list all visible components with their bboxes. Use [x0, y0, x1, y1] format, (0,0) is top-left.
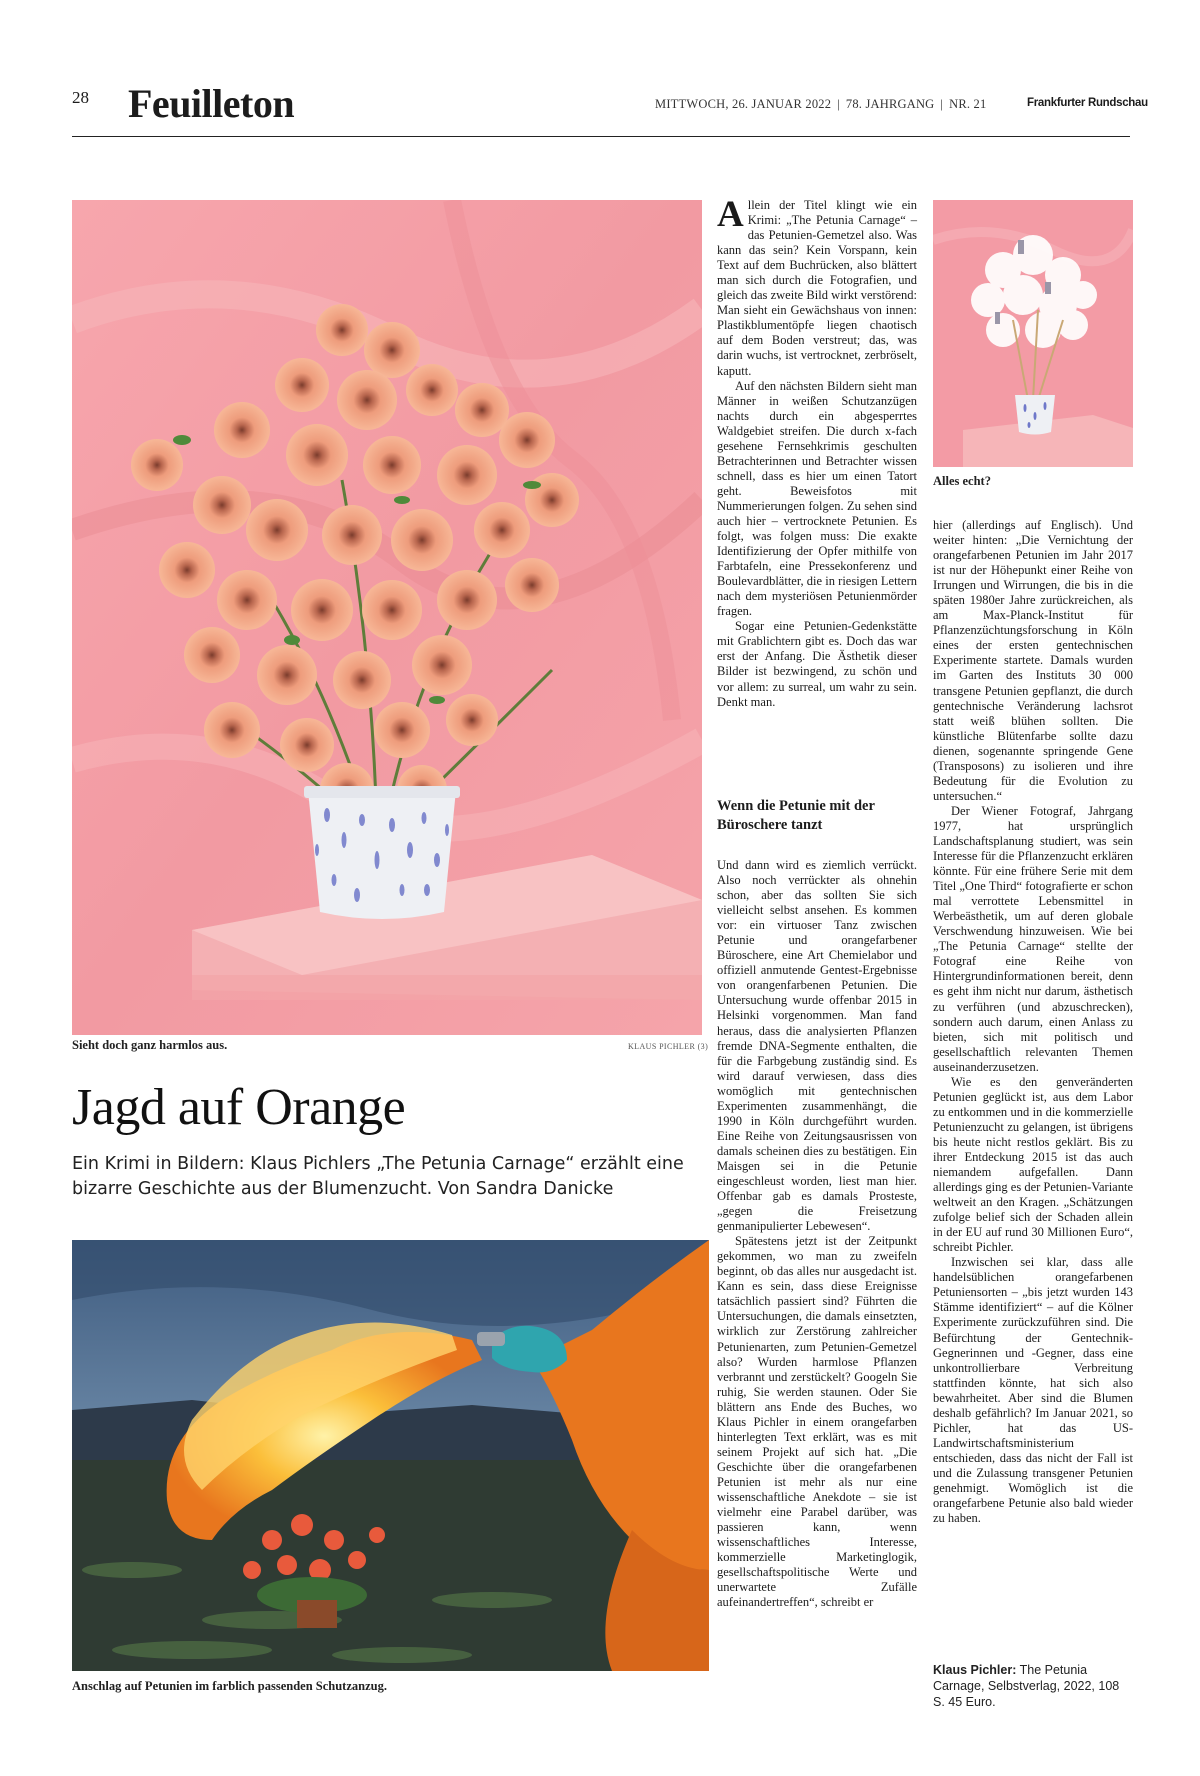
- section-title: Feuilleton: [128, 81, 295, 126]
- side-photo-white-flowers: [933, 200, 1133, 467]
- main-photo-caption: Sieht doch ganz harmlos aus.: [72, 1038, 228, 1052]
- article-column-1-lower: [717, 858, 917, 1610]
- article-column-1: [717, 194, 917, 710]
- photo-credit: KLAUS PICHLER (3): [628, 1042, 709, 1051]
- book-info-label: Klaus Pichler:: [933, 1663, 1017, 1677]
- book-info-text: The Petunia Carnage, Selbstverlag, 2022, 108 S. 45 Euro.: [933, 1663, 1120, 1709]
- dateline-volume: 78. JAHRGANG: [845, 97, 935, 111]
- header-rule: [72, 136, 1130, 137]
- masthead: Frankfurter Rundschau: [1027, 97, 1148, 109]
- dateline: MITTWOCH, 26. JANUAR 2022 | 78. JAHRGANG | NR. 21: [655, 97, 987, 111]
- book-info: [933, 1662, 1133, 1710]
- article-paragraph: Inzwischen sei klar, dass alle handelsüblichen orangefarbenen Petuniensorten – „bis jetzt wurden 143 Stämme identifiziert“ – auf die Kölner Experimente zurückzuführen sind. Die Befürchtung der Gentechnik-Gegnerinnen und -Gegner, dass eine unkontrollierbare Verbreitung stattfinden könnte, hat sich also bewahrheitet. Aber sind die Blumen deshalb gefährlich? Im Januar 2021, so Pichler, hat das US-Landwirtschaftsministerium entschieden, dass das nicht der Fall ist und die Zulassung transgener Petunien genehmigt. Womöglich ist die orangefarbene Petunie also bald wieder zu haben.: [933, 1255, 1133, 1526]
- article-standfirst: Ein Krimi in Bildern: Klaus Pichlers „The Petunia Carnage“ erzählt eine bizarre Geschichte aus der Blumenzucht. Von Sandra Danicke: [72, 1154, 684, 1199]
- dateline-issue: NR. 21: [949, 97, 987, 111]
- petunia-pot-illustration: [72, 200, 702, 1035]
- article-paragraph: Und dann wird es ziemlich verrückt. Also noch verrückter als ohnehin schon, aber das sollten Sie sich vielleicht selbst ansehen. Es kommen vor: ein virtuoser Tanz zwischen Petunie und orangefarbener Büroschere, eine Art Chemielabor und offiziell anmutende Gentest-Ergebnisse von orangenfarbenen Petunien. Die Untersuchung wurde offenbar 2015 in Helsinki vorgenommen. Man fand heraus, dass die analysierten Pflanzen fremde DNA-Segmente enthalten, die für die Farbgebung zuständig sind. Es wird darauf verwiesen, dass dies womöglich mit gentechnischen Experimenten zusammenhängt, die 1990 in Köln durchgeführt wurden. Eine Reihe von Zeitungsausrissen von damals scheinen dies zu bestätigen. Ein Maisgen sei in die Petunie eingeschleust worden, liest man hier. Offenbar gab es damals Prosteste, „gegen die Freisetzung genmanipulierter Lebewesen“.: [717, 858, 917, 1234]
- side-photo-caption: Alles echt?: [933, 474, 991, 488]
- dateline-date: MITTWOCH, 26. JANUAR 2022: [655, 97, 832, 111]
- article-paragraph: Spätestens jetzt ist der Zeitpunkt gekommen, wo man zu zweifeln beginnt, ob das alles nur ausgedacht ist. Kann es sein, dass diese Ereignisse tatsächlich passiert sind? Führten die Untersuchungen, die damals einsetzten, wirklich zur Zerstörung zahlreicher Petunienarten, zum Petunien-Gemetzel also? Wurden harmlose Pflanzen verbrannt und zerstückelt? Googeln Sie ruhig, Sie werden staunen. Oder Sie blättern ans Ende des Buches, wo Klaus Pichler in einem orangefarben hinterlegten Text erklärt, was es mit seinem Projekt auf sich hat. „Die Geschichte über die orangefarbenen Petunien ist mehr als nur eine wissenschaftliche Anekdote – sie ist vielmehr eine Parabel darüber, was passieren kann, wenn wissenschaftliches Interesse, kommerzielle Marketinglogik, gesellschaftspolitische Werte und unerwartete Zufälle aufeinandertreffen“, schreibt er: [717, 1234, 917, 1610]
- article-paragraph: Wie es den genveränderten Petunien geglückt ist, aus dem Labor zu entkommen und in die kommerzielle Petunienzucht zu gelangen, ist übrigens bis heute nicht restlos geklärt. Bis zu ihrer Entdeckung 2015 ist das auch niemandem aufgefallen. Dann allerdings ging es der Petunien-Variante weltweit an den Kragen. „Schätzungen zufolge belief sich der Schaden allein in der EU auf rund 30 Millionen Euro“, schreibt Pichler.: [933, 1074, 1133, 1255]
- article-paragraph: Sogar eine Petunien-Gedenkstätte mit Grablichtern gibt es. Doch das war erst der Anfang. Die Ästhetik dieser Bilder ist bezwingend, zu schön und vor allem: zu surreal, um wahr zu sein. Denkt man.: [717, 619, 917, 709]
- article-paragraph: hier (allerdings auf Englisch). Und weiter hinten: „Die Vernichtung der orangefarbenen Petunien im Jahr 2017 ist nur der Höhepunkt einer Reihe von Irrungen und Wirrungen, die bis in die späten 1980er Jahre zurückreichen, als am Max-Planck-Institut für Pflanzenzüchtungsforschung in Köln eines der ersten gentechnischen Experimente startete. Damals wurden im Garten des Instituts 30 000 transgene Petunien gepflanzt, die durch gentechnische Veränderung lachsrot statt weiß blühen sollten. Die künstliche Blütenfarbe sollte dazu dienen, sogenannte springende Gene (Transposons) zu isolieren und ihre Bedeutung für die Evolution zu untersuchen.“: [933, 518, 1133, 803]
- fire-photo-flamethrower: [72, 1240, 709, 1671]
- page-number: 28: [72, 88, 89, 107]
- fire-photo-caption: Anschlag auf Petunien im farblich passenden Schutzanzug.: [72, 1679, 387, 1693]
- main-photo-petunia-pot: [72, 200, 702, 1035]
- drop-cap: A: [717, 194, 744, 235]
- article-column-2: [933, 518, 1133, 1526]
- article-subhead: Wenn die Petunie mit der Büroschere tanzt: [717, 798, 875, 833]
- article-paragraph: Auf den nächsten Bildern sieht man Männer in weißen Schutzanzügen nachts durch ein abgesperrtes Waldgebiet streifen. Die durch x-fach gesehene Fernsehkrimis geschulten Betrachterinnen und Betrachter wissen schnell, dass es hier um einen Tatort geht. Beweisfotos mit Nummerierungen folgen. Zu sehen sind auch hier – vertrocknete Petunien. Es folgt, was folgen muss: Die exakte Identifizierung der Opfer mithilfe von Farbtafeln, eine Pressekonferenz und Boulevardblätter, die in riesigen Lettern nach dem mysteriösen Petunienmörder fragen.: [717, 378, 917, 619]
- article-paragraph: Der Wiener Fotograf, Jahrgang 1977, hat ursprünglich Landschaftsplanung studiert, was sein Interesse für die Pflanzenzucht erklären könnte. Für eine frühere Serie mit dem Titel „One Third“ fotografierte er schon mal verrottete Lebensmittel in Werbeästhetik, um auf deren globale Verschwendung hinzuweisen. Wie bei „The Petunia Carnage“ stellte der Fotograf eine Reihe von Hintergrundinformationen bereit, denn es geht ihm nicht nur darum, ästhetisch zu verführen (und abzuschrecken), sondern auch darum, einen Anlass zu bieten, sich mit politisch und gesellschaftlich relevanten Themen auseinanderzusetzen.: [933, 803, 1133, 1074]
- article-headline: Jagd auf Orange: [72, 1079, 406, 1136]
- article-paragraph: Allein der Titel klingt wie ein Krimi: „The Petunia Carnage“ – das Petunien-Gemetzel also. Was kann das sein? Kein Vorspann, kein Text auf dem Buchrücken, also blättert man sich durch die Fotografien, und gleich das zweite Bild wirkt verstörend: Man sieht ein Gewächshaus von innen: Plastikblumentöpfe liegen chaotisch auf dem Boden verstreut; das, was darin wuchs, ist vertrocknet, zerbröselt, kaputt.: [717, 194, 917, 378]
- paper-flowers-illustration: [933, 200, 1133, 467]
- flamethrower-illustration: [72, 1240, 709, 1671]
